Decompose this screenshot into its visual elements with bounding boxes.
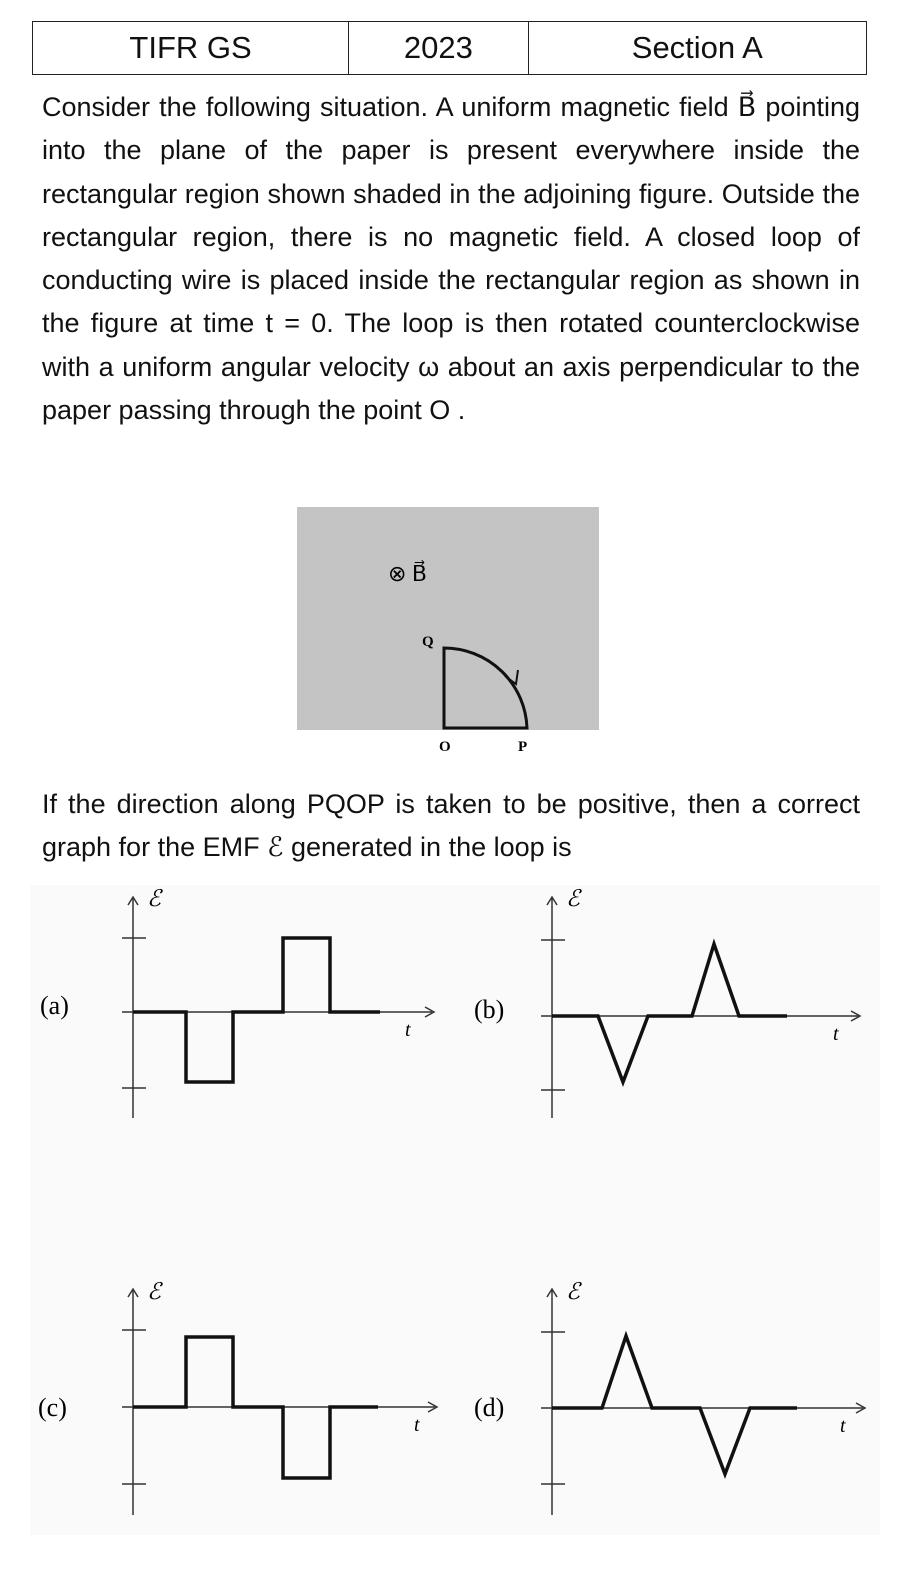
field-label: ⊗ B⃗ bbox=[388, 561, 428, 586]
option-b-x-axis: t bbox=[833, 1023, 839, 1045]
option-a-y-axis: ℰ bbox=[147, 886, 161, 911]
magnetic-field-figure bbox=[296, 506, 606, 756]
question-paragraph-1: Consider the following situation. A uniform magnetic field B⃗ pointing into the plane of the paper is present everywhere inside the rectangular region shown shaded in the adjoining figure. Outside the rectangular region, there is no magnetic field. A closed loop of conducting wire is placed inside the rectangular region as shown in the figure at time t = 0. The loop is then rotated counterclockwise with a uniform angular velocity ω about an axis perpendicular to the paper passing through the point O . bbox=[42, 92, 860, 426]
header-section: Section A bbox=[528, 22, 866, 75]
option-c-label: (c) bbox=[38, 1393, 67, 1422]
point-q-label: Q bbox=[422, 634, 434, 650]
option-c-x-axis: t bbox=[414, 1414, 420, 1436]
option-a-x-axis: t bbox=[405, 1019, 411, 1041]
option-b-y-axis: ℰ bbox=[566, 886, 580, 911]
option-d-label: (d) bbox=[474, 1393, 505, 1422]
question-paragraph-2: If the direction along PQOP is taken to be positive, then a correct graph for the EMF ℰ generated in the loop is bbox=[42, 789, 860, 863]
options-figure bbox=[0, 880, 907, 1560]
point-p-label: P bbox=[518, 739, 528, 755]
option-b-label: (b) bbox=[474, 995, 505, 1024]
point-o-label: O bbox=[439, 739, 451, 755]
field-region bbox=[297, 507, 599, 730]
header-exam: TIFR GS bbox=[33, 22, 349, 75]
option-c-y-axis: ℰ bbox=[147, 1279, 161, 1304]
option-d-x-axis: t bbox=[840, 1415, 846, 1437]
option-a-label: (a) bbox=[40, 991, 69, 1020]
header-table bbox=[32, 21, 867, 75]
option-d-y-axis: ℰ bbox=[566, 1279, 580, 1304]
header-year: 2023 bbox=[349, 22, 528, 75]
